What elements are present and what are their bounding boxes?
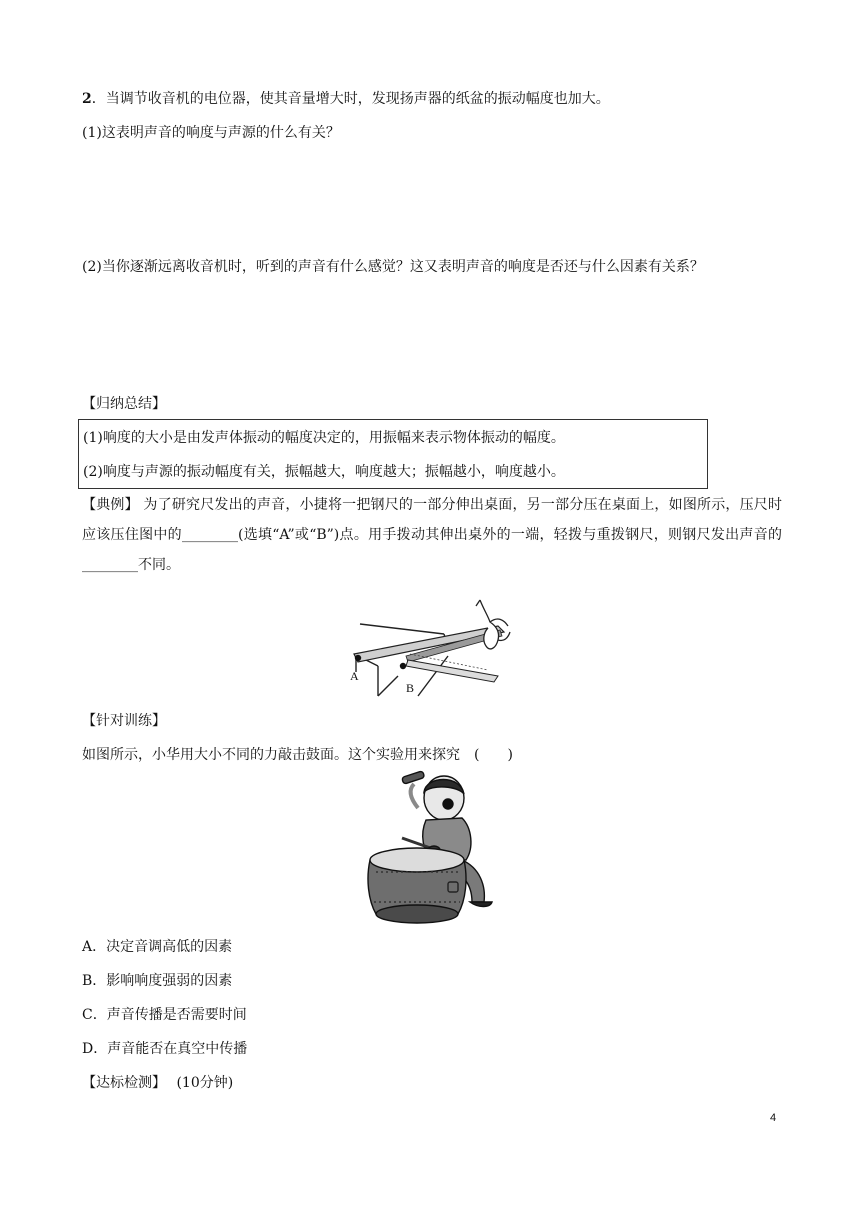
page-number: 4 [770,1112,777,1124]
test-section [82,1073,233,1093]
label-a: A [350,669,359,683]
option-d: D．声音能否在真空中传播 [82,1041,248,1057]
practice-stem: 如图所示，小华用大小不同的力敲击鼓面。这个实验用来探究 ( ) [82,747,513,763]
summary-item-2: (2)响度与声源的振动幅度有关，振幅越大，响度越大；振幅越小，响度越小。 [83,464,565,480]
test-heading: 【达标检测】 [82,1075,166,1091]
summary-item-1: (1)响度的大小是由发声体振动的幅度决定的，用振幅来表示物体振动的幅度。 [83,430,565,446]
label-b: B [406,681,415,695]
boy-beating-drum-figure [362,768,494,928]
test-time: (10分钟) [176,1075,234,1091]
option-b: B．影响响度强弱的因素 [82,973,233,989]
steel-ruler-drawing [354,626,504,682]
point-a-marker [355,655,361,661]
question-stem: ．当调节收音机的电位器，使其音量增大时，发现扬声器的纸盆的振动幅度也加大。 [91,91,610,107]
practice-heading: 【针对训练】 [82,713,166,729]
option-a: A．决定音调高低的因素 [82,939,233,955]
question-2-part-2: (2)当你逐渐远离收音机时，听到的声音有什么感觉？这又表明声音的响度是否还与什么因素有关系？ [82,259,704,275]
question-number: 2 [82,91,92,107]
example-paragraph: 【典例】 为了研究尺发出的声音，小捷将一把钢尺的一部分伸出桌面，另一部分压在桌面上，如图所示，压尺时应该压住图中的________(选填“A”或“B”)点。用手拨动其伸出桌外的一端，轻拨与重拨钢尺，则钢尺发出声音的________不同。 [82,497,782,573]
summary-box [78,419,708,489]
question-2-part-1: (1)这表明声音的响度与声源的什么有关？ [82,125,340,141]
ruler-on-table-figure [348,596,516,698]
option-c: C．声音传播是否需要时间 [82,1007,247,1023]
point-b-marker [400,663,406,669]
summary-heading: 【归纳总结】 [82,396,166,412]
drum-drawing [368,848,466,923]
question-2 [82,89,610,109]
